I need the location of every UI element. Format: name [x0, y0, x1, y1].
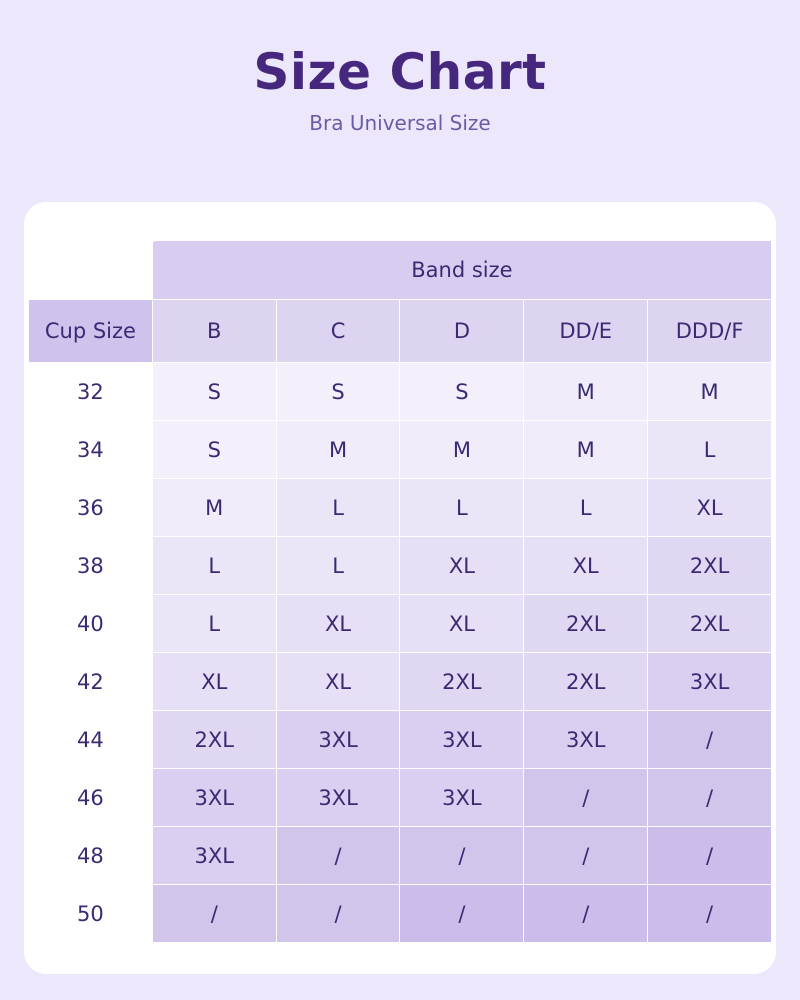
cell-48-DD-E: / [524, 827, 648, 885]
cell-36-D: L [400, 479, 524, 537]
cell-46-B: 3XL [152, 769, 276, 827]
table-row [29, 537, 772, 595]
table-row [29, 595, 772, 653]
column-header-dd-e: DD/E [524, 300, 648, 363]
size-table-card [24, 202, 776, 974]
table-header [29, 241, 772, 363]
cell-44-DDD-F: / [648, 711, 772, 769]
table-body [29, 363, 772, 943]
table-row [29, 711, 772, 769]
cell-40-C: XL [276, 595, 400, 653]
table-row [29, 827, 772, 885]
cell-48-B: 3XL [152, 827, 276, 885]
cell-44-D: 3XL [400, 711, 524, 769]
cell-46-DDD-F: / [648, 769, 772, 827]
cell-50-B: / [152, 885, 276, 943]
cell-44-C: 3XL [276, 711, 400, 769]
row-label-44: 44 [29, 711, 153, 769]
row-label-38: 38 [29, 537, 153, 595]
row-label-46: 46 [29, 769, 153, 827]
cell-34-B: S [152, 421, 276, 479]
row-label-34: 34 [29, 421, 153, 479]
cell-42-D: 2XL [400, 653, 524, 711]
row-label-36: 36 [29, 479, 153, 537]
cell-38-B: L [152, 537, 276, 595]
cell-48-C: / [276, 827, 400, 885]
cell-32-C: S [276, 363, 400, 421]
cell-34-DD-E: M [524, 421, 648, 479]
table-row [29, 421, 772, 479]
row-label-40: 40 [29, 595, 153, 653]
cell-36-DD-E: L [524, 479, 648, 537]
page-subtitle: Bra Universal Size [309, 110, 491, 135]
cell-50-DD-E: / [524, 885, 648, 943]
row-label-42: 42 [29, 653, 153, 711]
cell-42-DDD-F: 3XL [648, 653, 772, 711]
table-group-header-row [29, 241, 772, 300]
page-header [0, 0, 800, 135]
band-size-group-header: Band size [152, 241, 771, 300]
page-title: Size Chart [253, 43, 547, 101]
cell-36-DDD-F: XL [648, 479, 772, 537]
row-label-50: 50 [29, 885, 153, 943]
cell-38-C: L [276, 537, 400, 595]
cell-34-D: M [400, 421, 524, 479]
cell-32-DDD-F: M [648, 363, 772, 421]
cell-40-B: L [152, 595, 276, 653]
cell-50-DDD-F: / [648, 885, 772, 943]
row-label-32: 32 [29, 363, 153, 421]
cell-32-B: S [152, 363, 276, 421]
table-column-header-row [29, 300, 772, 363]
cell-50-D: / [400, 885, 524, 943]
cell-46-C: 3XL [276, 769, 400, 827]
cell-48-DDD-F: / [648, 827, 772, 885]
cell-34-C: M [276, 421, 400, 479]
corner-blank-cell [29, 241, 153, 300]
cell-44-B: 2XL [152, 711, 276, 769]
column-header-ddd-f: DDD/F [648, 300, 772, 363]
column-header-d: D [400, 300, 524, 363]
table-row [29, 653, 772, 711]
cell-38-DDD-F: 2XL [648, 537, 772, 595]
table-row [29, 885, 772, 943]
cell-40-D: XL [400, 595, 524, 653]
cell-34-DDD-F: L [648, 421, 772, 479]
cell-42-B: XL [152, 653, 276, 711]
table-row [29, 479, 772, 537]
cell-40-DDD-F: 2XL [648, 595, 772, 653]
cell-48-D: / [400, 827, 524, 885]
cell-36-B: M [152, 479, 276, 537]
cell-32-DD-E: M [524, 363, 648, 421]
cell-40-DD-E: 2XL [524, 595, 648, 653]
column-header-b: B [152, 300, 276, 363]
table-row [29, 769, 772, 827]
cell-36-C: L [276, 479, 400, 537]
cell-50-C: / [276, 885, 400, 943]
cell-44-DD-E: 3XL [524, 711, 648, 769]
row-label-48: 48 [29, 827, 153, 885]
size-chart-table [28, 240, 772, 943]
cell-38-DD-E: XL [524, 537, 648, 595]
cell-38-D: XL [400, 537, 524, 595]
cell-46-D: 3XL [400, 769, 524, 827]
cell-42-C: XL [276, 653, 400, 711]
cup-size-header: Cup Size [29, 300, 153, 363]
column-header-c: C [276, 300, 400, 363]
cell-32-D: S [400, 363, 524, 421]
table-row [29, 363, 772, 421]
cell-46-DD-E: / [524, 769, 648, 827]
cell-42-DD-E: 2XL [524, 653, 648, 711]
